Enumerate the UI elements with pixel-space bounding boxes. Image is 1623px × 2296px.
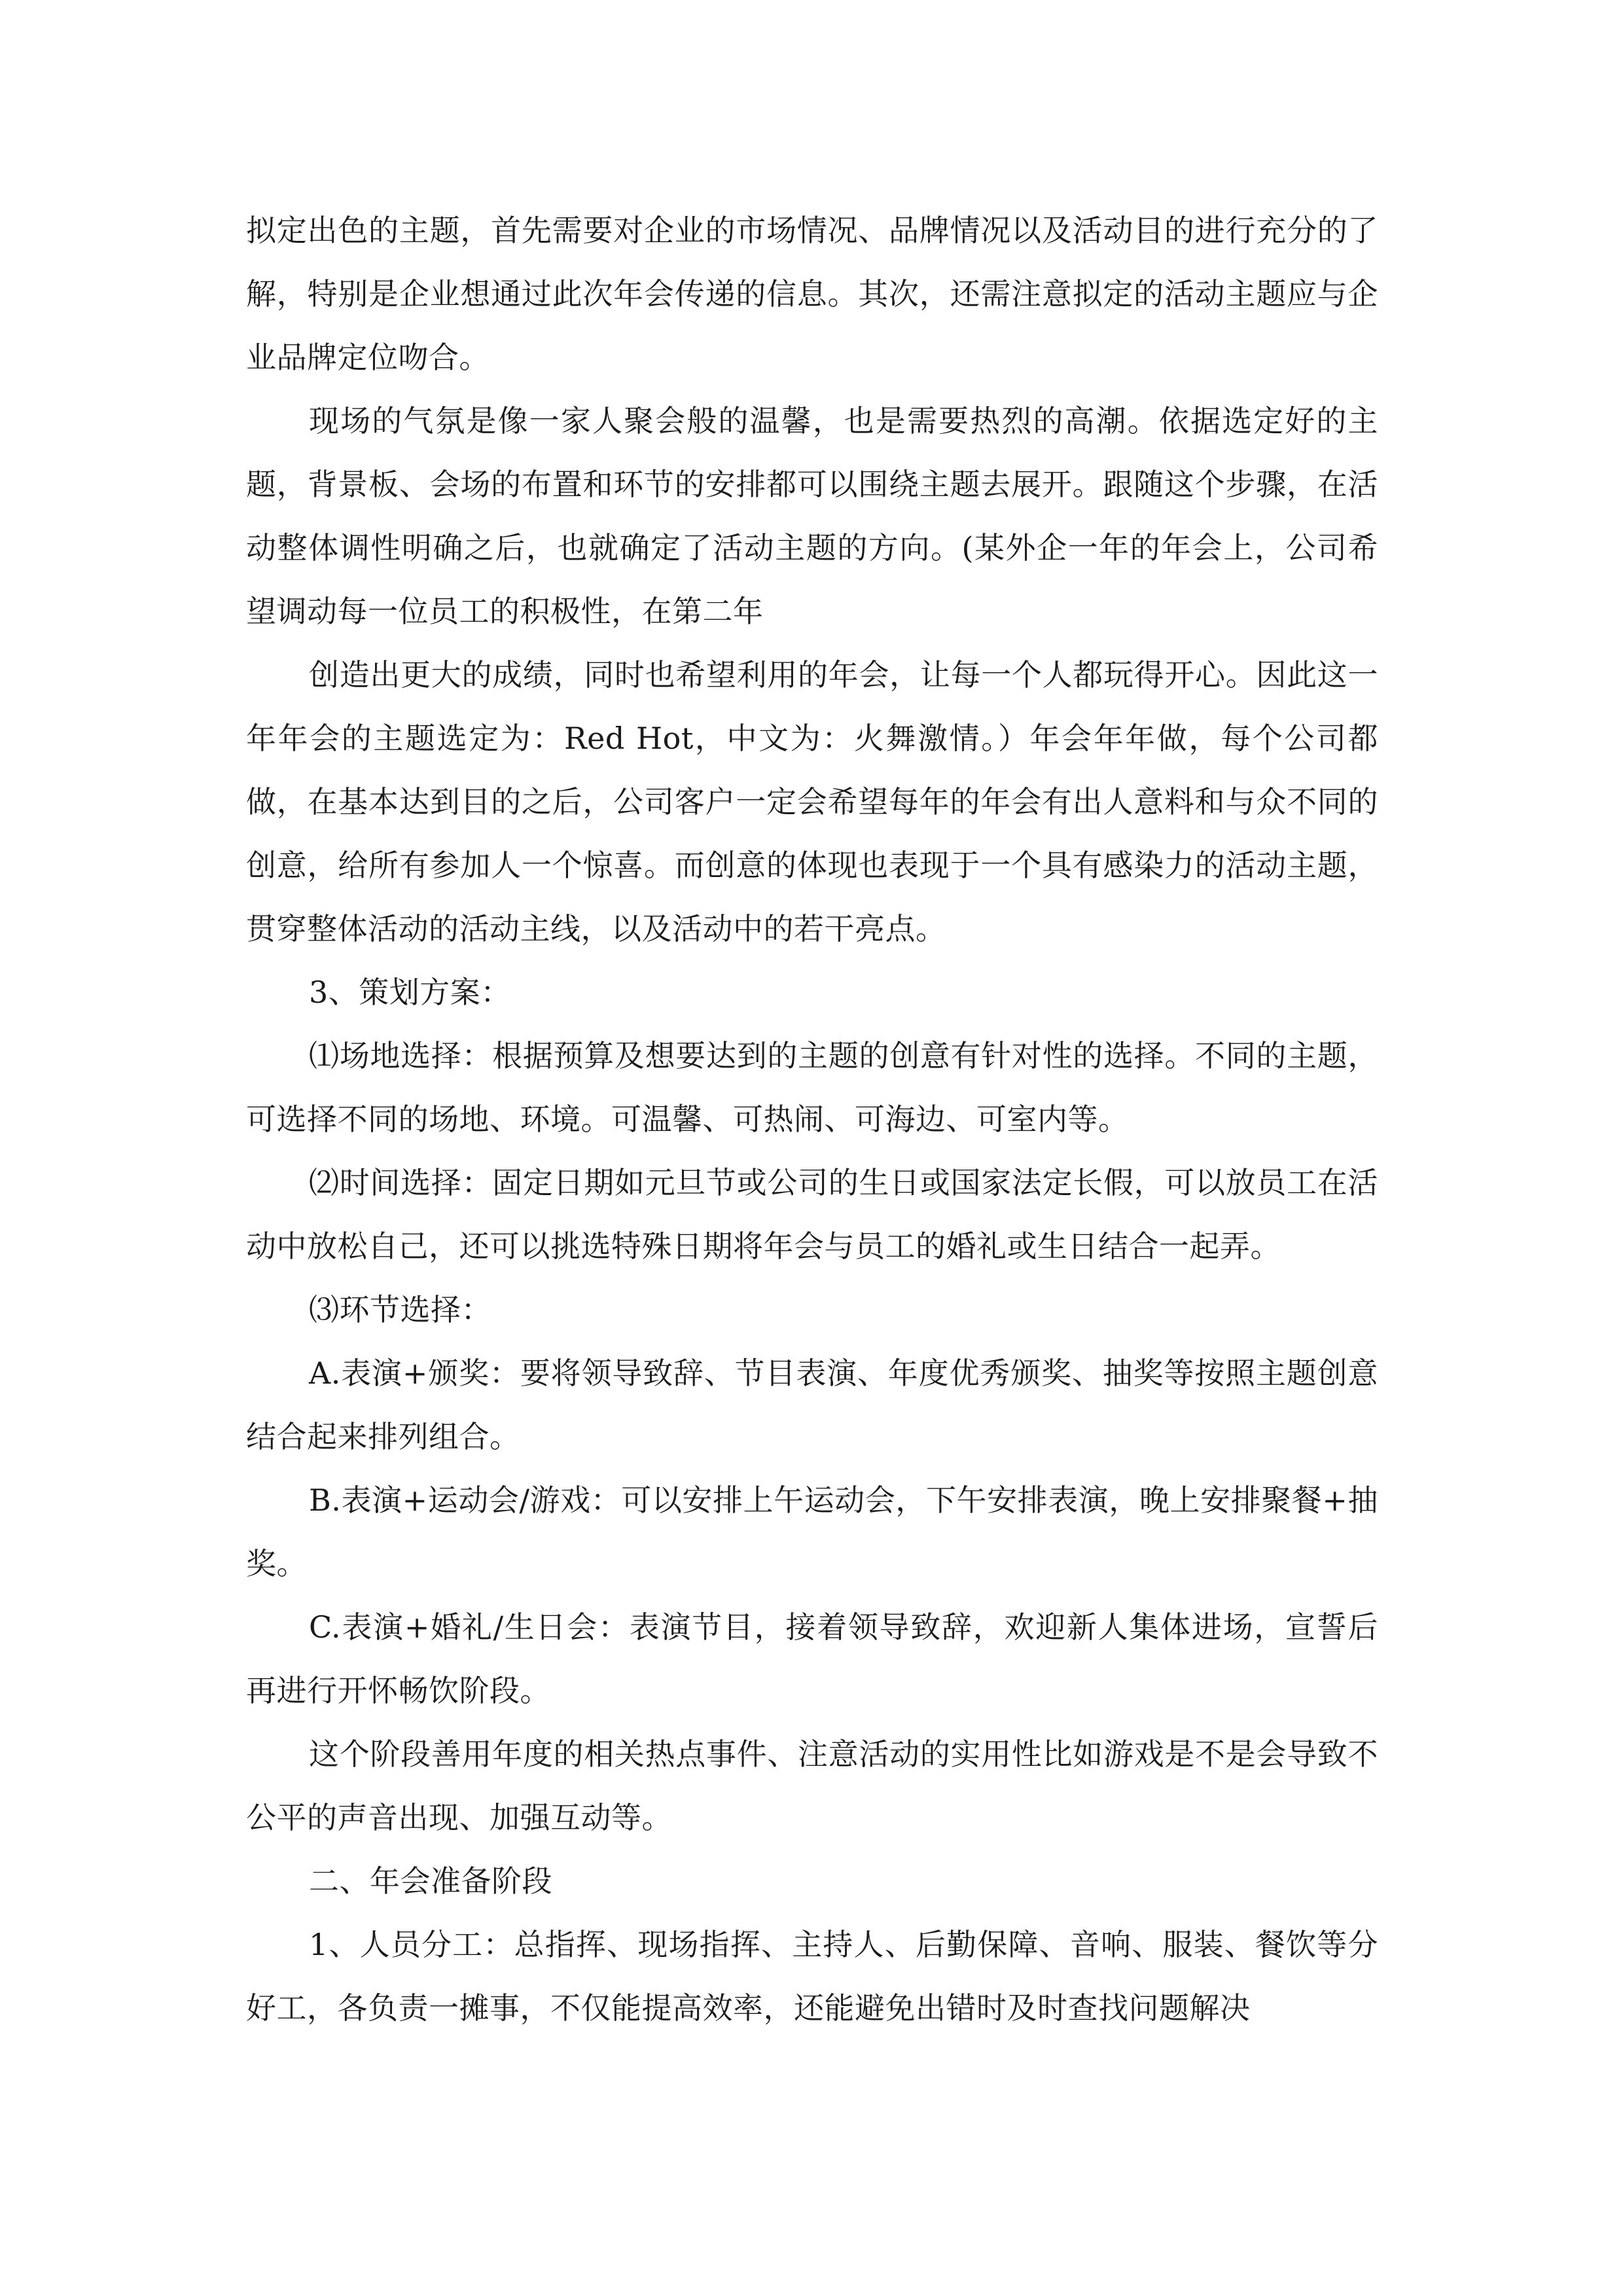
paragraph-option-a: A.表演+颁奖：要将领导致辞、节目表演、年度优秀颁奖、抽奖等按照主题创意结合起来排列组合。	[246, 1355, 1378, 1454]
paragraph-staffing: 1、人员分工：总指挥、现场指挥、主持人、后勤保障、音响、服装、餐饮等分好工，各负责一摊事，不仅能提高效率，还能避免出错时及时查找问题解决	[246, 1927, 1378, 2026]
paragraph-option-b: B.表演+运动会/游戏：可以安排上午运动会，下午安排表演，晚上安排聚餐+抽奖。	[246, 1482, 1378, 1581]
paragraph-creativity: 创造出更大的成绩，同时也希望利用的年会，让每一个人都玩得开心。因此这一年年会的主题选定为：Red Hot，中文为：火舞激情。）年会年年做，每个公司都做，在基本达到目的之后，公司客户一定会希望每年的年会有出人意料和与众不同的创意，给所有参加人一个惊喜。而创意的体现也表现于一个具有感染力的活动主题，贯穿整体活动的活动主线，以及活动中的若干亮点。	[246, 657, 1378, 946]
paragraph-venue: ⑴场地选择：根据预算及想要达到的主题的创意有针对性的选择。不同的主题，可选择不同的场地、环境。可温馨、可热闹、可海边、可室内等。	[246, 1038, 1378, 1137]
paragraph-tips: 这个阶段善用年度的相关热点事件、注意活动的实用性比如游戏是不是会导致不公平的声音出现、加强互动等。	[246, 1736, 1378, 1835]
paragraph-theme-intro: 拟定出色的主题，首先需要对企业的市场情况、品牌情况以及活动目的进行充分的了解，特别是企业想通过此次年会传递的信息。其次，还需注意拟定的活动主题应与企业品牌定位吻合。	[246, 213, 1378, 375]
document-body	[246, 199, 1378, 2040]
heading-plan: 3、策划方案：	[309, 975, 511, 1010]
heading-segments: ⑶环节选择：	[309, 1292, 491, 1327]
paragraph-option-c: C.表演+婚礼/生日会：表演节目，接着领导致辞，欢迎新人集体进场，宣誓后再进行开怀畅饮阶段。	[246, 1609, 1378, 1708]
heading-preparation: 二、年会准备阶段	[309, 1863, 552, 1899]
paragraph-atmosphere: 现场的气氛是像一家人聚会般的温馨，也是需要热烈的高潮。依据选定好的主题，背景板、会场的布置和环节的安排都可以围绕主题去展开。跟随这个步骤，在活动整体调性明确之后，也就确定了活动主题的方向。(某外企一年的年会上，公司希望调动每一位员工的积极性，在第二年	[246, 403, 1378, 629]
paragraph-time: ⑵时间选择：固定日期如元旦节或公司的生日或国家法定长假，可以放员工在活动中放松自己，还可以挑选特殊日期将年会与员工的婚礼或生日结合一起弄。	[246, 1165, 1378, 1264]
